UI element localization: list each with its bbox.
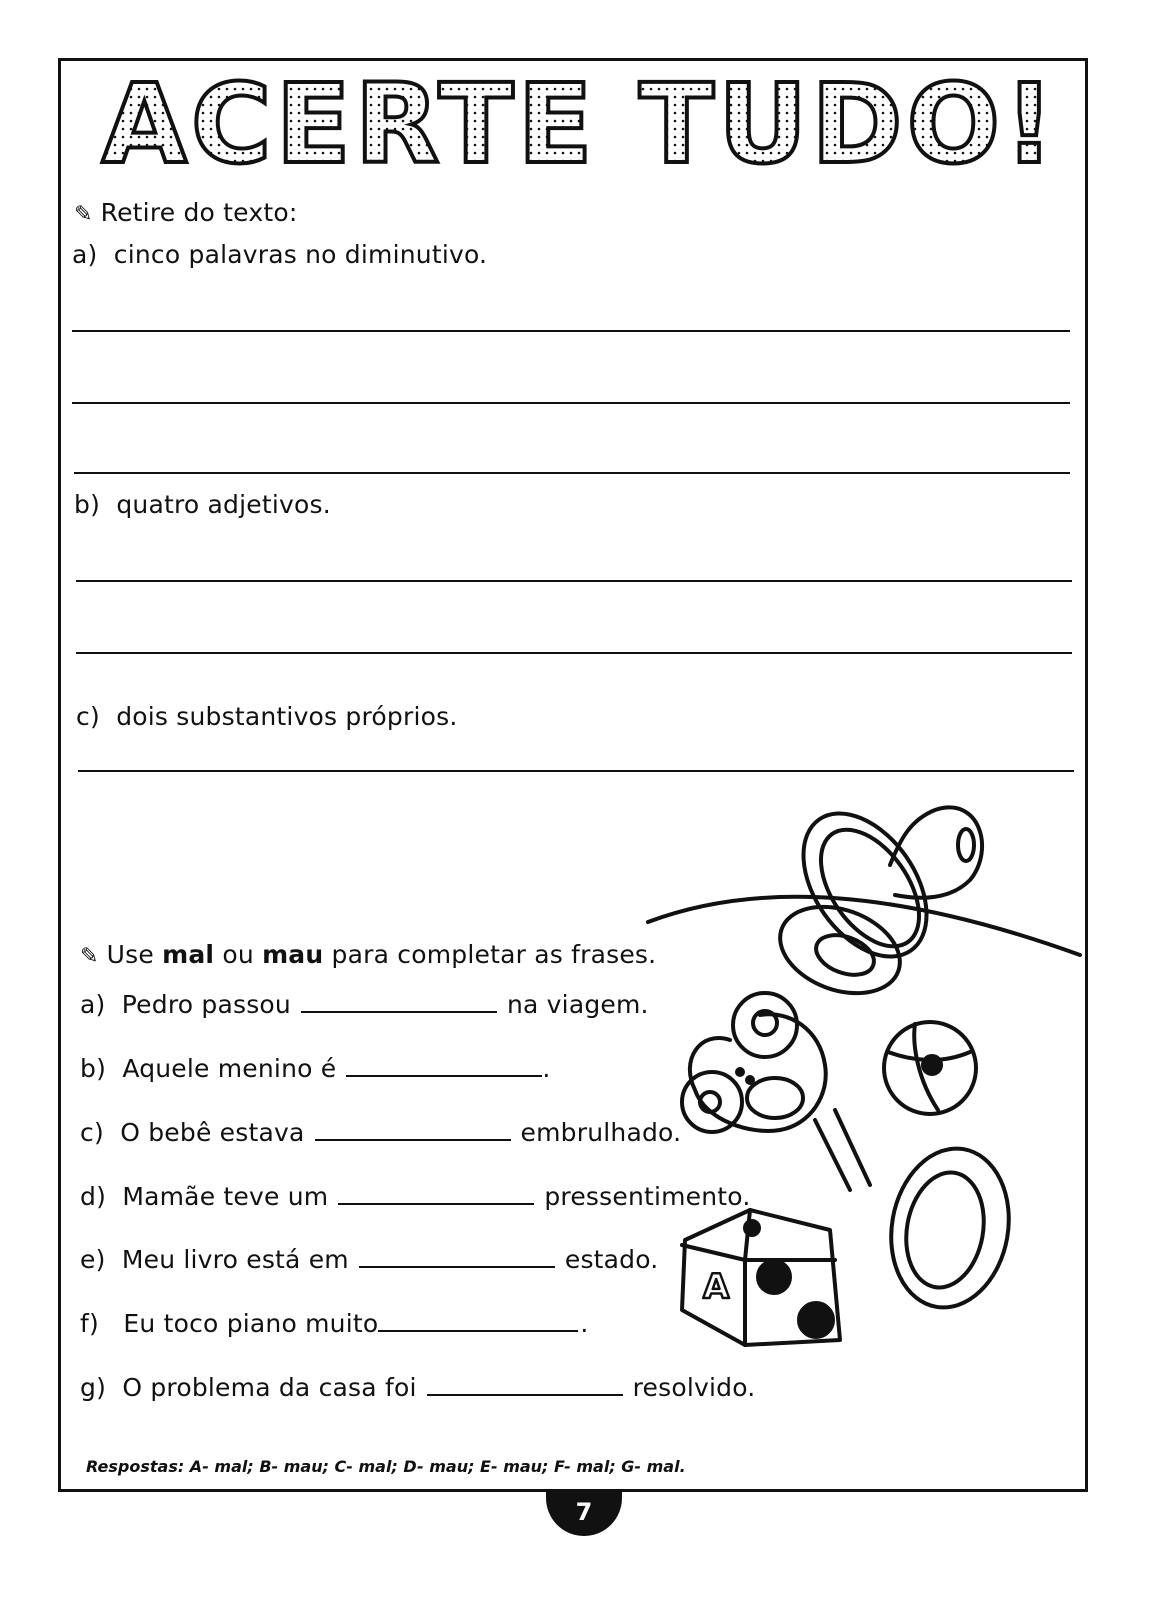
answer-key: Respostas: A- mal; B- mau; C- mal; D- mau; E- mau; F- mal; G- mal. [86, 1457, 686, 1476]
sentence-d: d) Mamãe teve um pressentimento. [80, 1182, 751, 1211]
answer-line[interactable] [72, 330, 1070, 332]
answer-line[interactable] [76, 580, 1072, 582]
fill-blank[interactable] [378, 1312, 578, 1332]
section1-item-a: a) cinco palavras no diminutivo. [72, 240, 488, 269]
answer-line[interactable] [72, 402, 1070, 404]
ball-icon [884, 1022, 976, 1114]
answer-line[interactable] [74, 472, 1070, 474]
sentence-e: e) Meu livro está em estado. [80, 1245, 659, 1274]
pencil-icon: ✎ [74, 202, 93, 227]
sentence-b: b) Aquele menino é . [80, 1054, 551, 1083]
baby-toys-illustration [640, 790, 1090, 1370]
section2-instruction: ✎ Use mal ou mau para completar as frases. [80, 940, 657, 969]
pacifier-icon [768, 791, 982, 1009]
block-letter: A [703, 1267, 730, 1307]
sentence-g: g) O problema da casa foi resolvido. [80, 1373, 756, 1402]
fill-blank[interactable] [338, 1185, 534, 1205]
title-text: ACERTE TUDO! [101, 60, 1059, 188]
sentence-a: a) Pedro passou na viagem. [80, 990, 649, 1019]
teddy-rattle-icon [682, 993, 1021, 1317]
title-lettering [101, 60, 1059, 188]
fill-blank[interactable] [346, 1057, 542, 1077]
fill-blank[interactable] [427, 1376, 623, 1396]
toy-block-icon [682, 1210, 840, 1345]
section1-item-c: c) dois substantivos próprios. [76, 702, 458, 731]
section1-item-b: b) quatro adjetivos. [74, 490, 331, 519]
answer-line[interactable] [78, 770, 1074, 772]
sentence-c: c) O bebê estava embrulhado. [80, 1118, 682, 1147]
fill-blank[interactable] [359, 1248, 555, 1268]
sentence-f: f) Eu toco piano muito . [80, 1309, 589, 1338]
answer-line[interactable] [76, 652, 1072, 654]
section1-instruction: ✎ Retire do texto: [74, 198, 298, 227]
page-title [101, 60, 1059, 188]
pencil-icon: ✎ [80, 944, 99, 969]
page-number: 7 [546, 1492, 622, 1536]
fill-blank[interactable] [301, 993, 497, 1013]
fill-blank[interactable] [315, 1121, 511, 1141]
